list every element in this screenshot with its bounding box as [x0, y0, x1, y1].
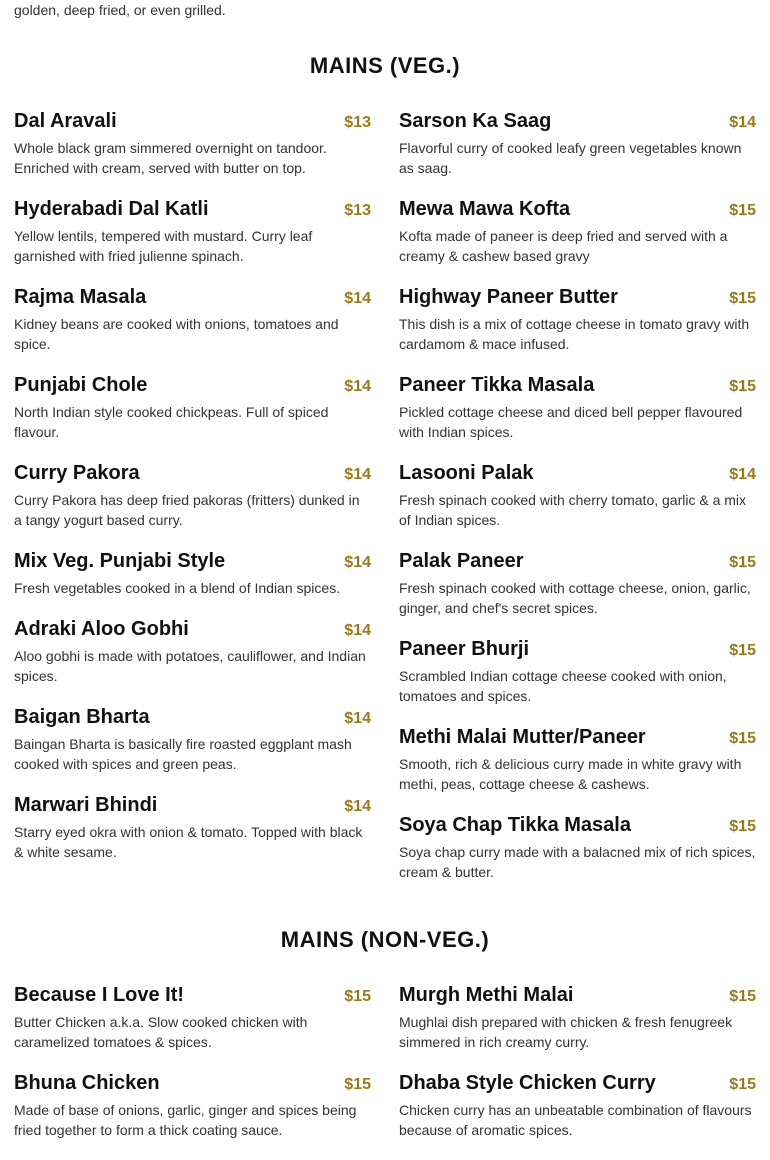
item-description: Kidney beans are cooked with onions, tomatoes and spice.	[14, 316, 339, 352]
item-description: Aloo gobhi is made with potatoes, cauliflower, and Indian spices.	[14, 648, 366, 684]
veg-right-column	[399, 110, 756, 902]
item-price: $13	[344, 202, 371, 219]
item-price: $14	[344, 466, 371, 483]
item-description: This dish is a mix of cottage cheese in tomato gravy with cardamom & mace infused.	[399, 316, 750, 352]
item-price: $14	[344, 622, 371, 639]
item-name: Murgh Methi Malai	[399, 984, 574, 1006]
menu-item	[14, 550, 371, 598]
item-price: $14	[729, 114, 756, 131]
item-name: Paneer Tikka Masala	[399, 374, 595, 396]
item-price: $15	[729, 988, 756, 1005]
menu-item	[399, 984, 756, 1052]
non-veg-right-column	[399, 984, 756, 1160]
menu-item	[399, 374, 756, 442]
item-name: Paneer Bhurji	[399, 638, 530, 660]
item-name: Palak Paneer	[399, 550, 524, 572]
item-price: $15	[344, 988, 371, 1005]
menu-item	[399, 198, 756, 266]
item-name: Sarson Ka Saag	[399, 110, 552, 132]
item-description: Whole black gram simmered overnight on tandoor. Enriched with cream, served with butter on top.	[14, 140, 327, 176]
menu-item	[14, 462, 371, 530]
non-veg-left-column	[14, 984, 371, 1160]
item-price: $14	[344, 378, 371, 395]
item-description: Butter Chicken a.k.a. Slow cooked chicken with caramelized tomatoes & spices.	[14, 1014, 308, 1050]
item-price: $15	[344, 1076, 371, 1093]
item-name: Rajma Masala	[14, 286, 147, 308]
intro-description: golden, deep fried, or even grilled.	[14, 2, 226, 18]
item-name: Soya Chap Tikka Masala	[399, 814, 631, 836]
item-name: Dhaba Style Chicken Curry	[399, 1072, 656, 1094]
item-description: Flavorful curry of cooked leafy green vegetables known as saag.	[399, 140, 742, 176]
item-name: Dal Aravali	[14, 110, 117, 132]
menu-item	[399, 638, 756, 706]
item-description: Chicken curry has an unbeatable combination of flavours because of aromatic spices.	[399, 1102, 752, 1138]
menu-item	[14, 286, 371, 354]
item-name: Hyderabadi Dal Katli	[14, 198, 209, 220]
item-description: Made of base of onions, garlic, ginger and spices being fried together to form a thick coating sauce.	[14, 1102, 357, 1138]
item-description: Fresh vegetables cooked in a blend of Indian spices.	[14, 580, 341, 596]
menu-item	[399, 286, 756, 354]
item-name: Lasooni Palak	[399, 462, 534, 484]
item-price: $15	[729, 290, 756, 307]
item-price: $15	[729, 202, 756, 219]
item-name: Mix Veg. Punjabi Style	[14, 550, 226, 572]
item-description: Pickled cottage cheese and diced bell pepper flavoured with Indian spices.	[399, 404, 743, 440]
menu-item	[14, 794, 371, 862]
item-description: Mughlai dish prepared with chicken & fresh fenugreek simmered in rich creamy curry.	[399, 1014, 733, 1050]
item-description: Soya chap curry made with a balacned mix of rich spices, cream & butter.	[399, 844, 756, 880]
item-description: Smooth, rich & delicious curry made in white gravy with methi, peas, cottage cheese & cashews.	[399, 756, 742, 792]
menu-item	[399, 1072, 756, 1140]
item-description: Curry Pakora has deep fried pakoras (fritters) dunked in a tangy yogurt based curry.	[14, 492, 360, 528]
item-description: Baingan Bharta is basically fire roasted eggplant mash cooked with spices and green peas.	[14, 736, 352, 772]
menu-item	[14, 984, 371, 1052]
item-description: Scrambled Indian cottage cheese cooked with onion, tomatoes and spices.	[399, 668, 727, 704]
item-description: North Indian style cooked chickpeas. Full of spiced flavour.	[14, 404, 329, 440]
item-name: Punjabi Chole	[14, 374, 148, 396]
menu-item	[399, 550, 756, 618]
item-price: $15	[729, 378, 756, 395]
item-price: $14	[344, 554, 371, 571]
item-name: Curry Pakora	[14, 462, 140, 484]
item-description: Fresh spinach cooked with cherry tomato, garlic & a mix of Indian spices.	[399, 492, 747, 528]
item-description: Fresh spinach cooked with cottage cheese, onion, garlic, ginger, and chef's secret spices.	[399, 580, 751, 616]
menu-item	[399, 110, 756, 178]
item-name: Baigan Bharta	[14, 706, 150, 728]
item-name: Mewa Mawa Kofta	[399, 198, 571, 220]
section-title-veg: MAINS (VEG.)	[309, 53, 461, 78]
item-price: $15	[729, 1076, 756, 1093]
menu-item	[14, 198, 371, 266]
item-price: $15	[729, 642, 756, 659]
item-name: Adraki Aloo Gobhi	[14, 618, 189, 640]
item-description: Yellow lentils, tempered with mustard. Curry leaf garnished with fried julienne spinach.	[14, 228, 313, 264]
non-veg-menu-grid	[0, 984, 770, 1160]
item-description: Kofta made of paneer is deep fried and served with a creamy & cashew based gravy	[399, 228, 728, 264]
item-name: Because I Love It!	[14, 984, 185, 1006]
menu-item	[14, 1072, 371, 1140]
item-price: $14	[344, 798, 371, 815]
menu-item	[14, 706, 371, 774]
item-price: $15	[729, 818, 756, 835]
item-name: Highway Paneer Butter	[399, 286, 618, 308]
item-price: $13	[344, 114, 371, 131]
item-price: $14	[729, 466, 756, 483]
menu-item	[399, 814, 756, 882]
item-description: Starry eyed okra with onion & tomato. Topped with black & white sesame.	[14, 824, 363, 860]
menu-item	[399, 726, 756, 794]
section-title-non-veg: MAINS (NON-VEG.)	[280, 927, 490, 952]
item-name: Methi Malai Mutter/Paneer	[399, 726, 646, 748]
menu-item	[14, 374, 371, 442]
menu-item	[14, 110, 371, 178]
menu-item	[14, 618, 371, 686]
item-price: $15	[729, 554, 756, 571]
item-price: $14	[344, 290, 371, 307]
item-name: Marwari Bhindi	[14, 794, 158, 816]
item-price: $14	[344, 710, 371, 727]
menu-item	[399, 462, 756, 530]
item-price: $15	[729, 730, 756, 747]
veg-left-column	[14, 110, 371, 902]
item-name: Bhuna Chicken	[14, 1072, 160, 1094]
veg-menu-grid	[0, 110, 770, 902]
